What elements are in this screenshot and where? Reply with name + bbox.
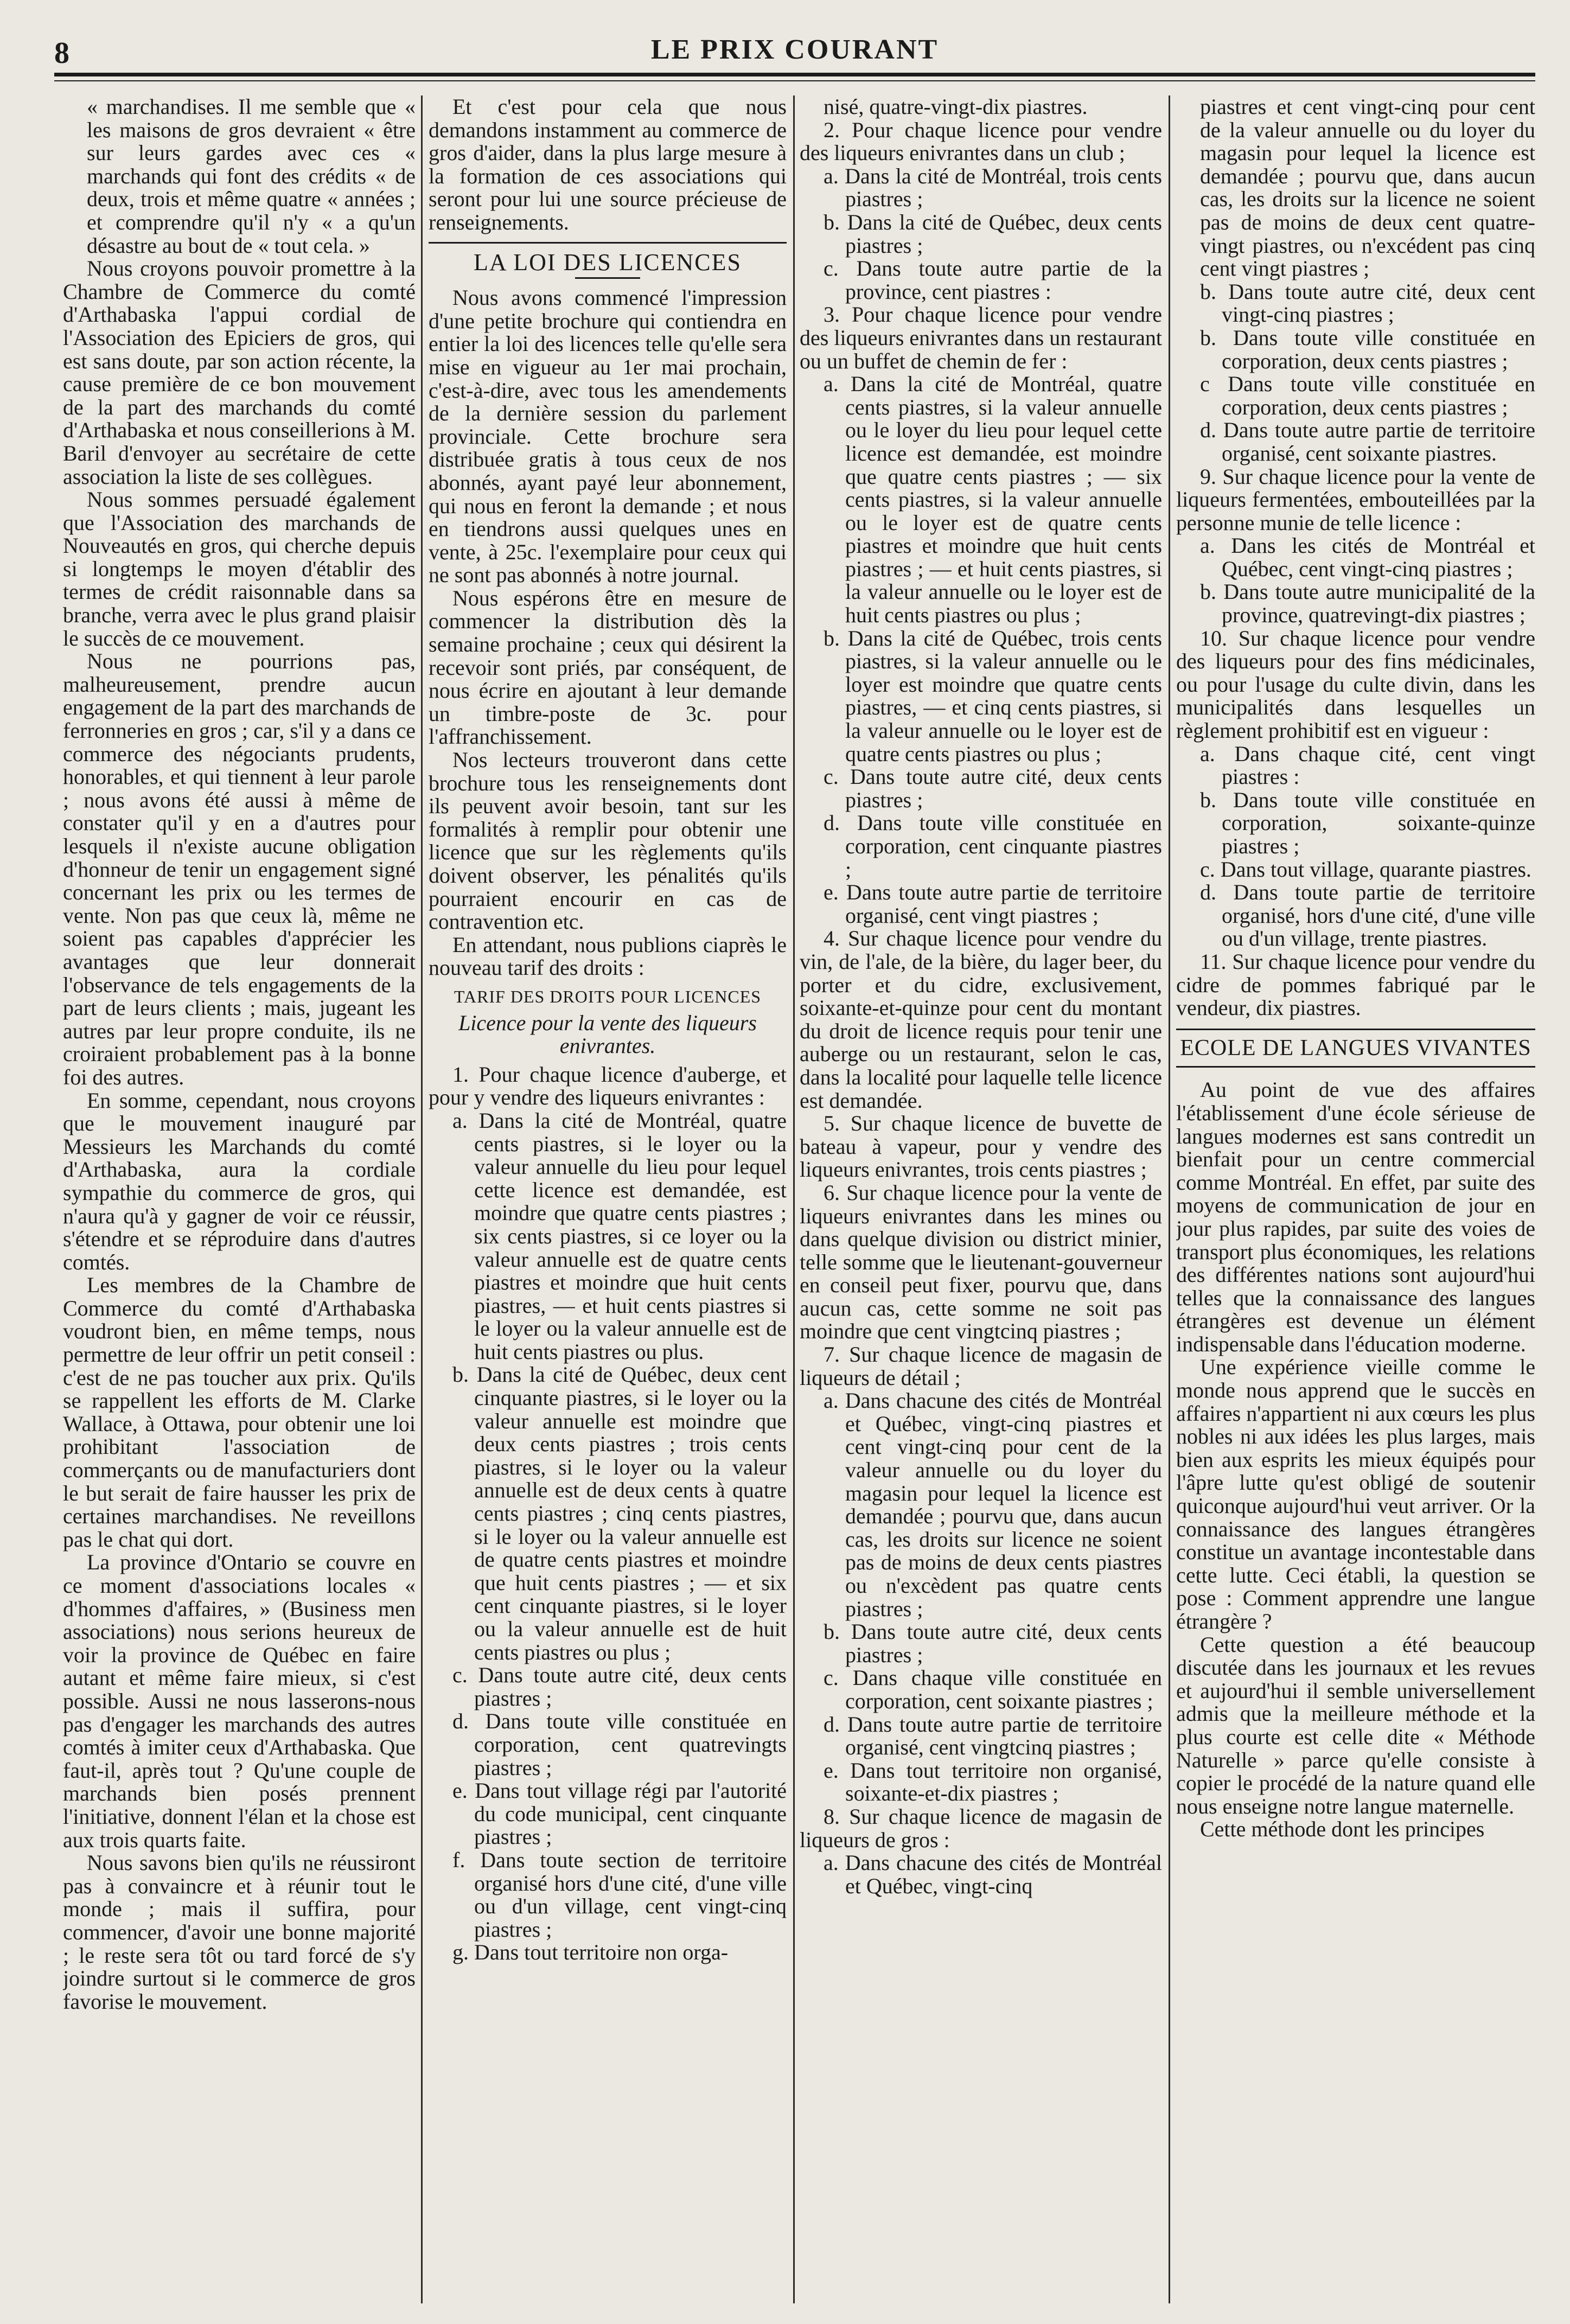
paragraph: b. Dans toute ville constituée en corporation, deux cents piastres ; xyxy=(1200,325,1535,373)
paragraph: 11. Sur chaque licence pour vendre du cidre de pommes fabriqué par le vendeur, dix piastres. xyxy=(1176,949,1535,1020)
page-number: 8 xyxy=(54,36,69,70)
paragraph: 2. Pour chaque licence pour vendre des liqueurs enivrantes dans un club ; xyxy=(800,117,1162,165)
column-rule xyxy=(1169,95,1170,2303)
paragraph: c. Dans toute autre partie de la province, cent piastres : xyxy=(824,256,1162,304)
header-rule-thick xyxy=(54,73,1535,76)
paragraph: 3. Pour chaque licence pour vendre des liqueurs enivrantes dans un restaurant ou un buffet de chemin de fer : xyxy=(800,302,1162,373)
paragraph: a. Dans la cité de Montréal, quatre cents piastres, si le loyer ou la valeur annuelle du lieu pour lequel cette licence est demandée, est moindre que quatre cents piastres ; six cents piastres, si ce loyer ou la valeur annuelle est de quatre cents piastres et moindre que huit cents piastres, — et huit cents piastres si le loyer ou la valeur annuelle est de huit cents piastres ou plus. xyxy=(452,1108,787,1364)
paragraph: a. Dans la cité de Montréal, trois cents piastres ; xyxy=(824,163,1162,212)
paragraph: Nous espérons être en mesure de commencer la distribution dès la semaine prochaine ; ceux qui désirent la recevoir sont priés, par conséquent, de nous écrire en ajoutant à leur demande un timbre-poste de 3c. pour l'affranchissement. xyxy=(429,585,787,749)
column-rule xyxy=(793,95,795,2303)
column-rule xyxy=(421,95,423,2303)
column-1 xyxy=(63,95,416,2303)
paragraph: Nous croyons pouvoir promettre à la Chambre de Commerce du comté d'Arthabaska l'appui cordial de l'Association des Epiciers de gros, qui est sans doute, par son action récente, la cause première de ce bon mouvement de la part des marchands du comté d'Arthabaska et nous conseillerions à M. Baril d'envoyer au secrétaire de cette association la liste de ses collègues. xyxy=(63,256,416,489)
paragraph: d. Dans toute ville constituée en corporation, cent quatrevingts piastres ; xyxy=(452,1709,787,1780)
header-rule-thin xyxy=(54,80,1535,81)
paragraph: 10. Sur chaque licence pour vendre des liqueurs pour des fins médicinales, ou pour l'usage du culte divin, dans les municipalités dans lesquelles un règlement prohibitif est en vigueur : xyxy=(1176,625,1535,743)
paragraph: Nous sommes persuadé également que l'Association des marchands de Nouveautés en gros, qui cherche depuis si longtemps le moyen d'établir des termes de crédit raisonnable dans sa branche, verra avec le plus grand plaisir le succès de ce mouvement. xyxy=(63,487,416,650)
article-heading: ECOLE DE LANGUES VIVANTES xyxy=(1176,1029,1535,1068)
paragraph: « marchandises. Il me semble que « les maisons de gros devraient « être sur leurs gardes avec ces « marchands qui font des crédits « de deux, trois et même quatre « années ; et comprendre qu'il n'y « a qu'un désastre au bout de « tout cela. » xyxy=(87,95,416,258)
column-3 xyxy=(800,95,1162,2303)
paragraph: b. Dans toute autre cité, deux cent vingt-cinq piastres ; xyxy=(1200,279,1535,327)
paragraph: Les membres de la Chambre de Commerce du comté d'Arthabaska voudront bien, en même temps, nous permettre de leur offrir un petit conseil : c'est de ne pas toucher aux prix. Qu'ils se rappellent les efforts de M. Clarke Wallace, à Ottawa, pour obtenir une loi prohibitant l'association de commerçants ou de manufacturiers dont le but serait de faire hausser les prix de certaines marchandises. Ne reveillons pas le chat qui dort. xyxy=(63,1273,416,1552)
paragraph: f. Dans toute section de territoire organisé hors d'une cité, d'une ville ou d'un village, cent vingt-cinq piastres ; xyxy=(452,1847,787,1942)
paragraph: 8. Sur chaque licence de magasin de liqueurs de gros : xyxy=(800,1804,1162,1852)
paragraph: a. Dans la cité de Montréal, quatre cents piastres, si la valeur annuelle ou le loyer du lieu pour lequel cette licence est demandée, est moindre que quatre cents piastres ; — six cents piastres, si la valeur annuelle ou le loyer est de quatre cents piastres et moindre que huit cents piastres ; — et huit cents piastres, si la valeur annuelle ou le loyer est de huit cents piastres ou plus ; xyxy=(824,372,1162,628)
paragraph: b. Dans toute autre municipalité de la province, quatrevingt-dix piastres ; xyxy=(1200,579,1535,628)
column-4 xyxy=(1176,95,1535,2303)
paragraph: c. Dans tout village, quarante piastres. xyxy=(1200,857,1531,882)
paragraph: d. Dans toute ville constituée en corporation, cent cinquante piastres ; xyxy=(824,810,1162,882)
paragraph: c Dans toute ville constituée en corporation, deux cents piastres ; xyxy=(1200,372,1535,419)
paragraph: b. Dans toute autre cité, deux cents piastres ; xyxy=(824,1619,1162,1667)
paragraph: c. Dans chaque ville constituée en corporation, cent soixante piastres ; xyxy=(824,1665,1162,1713)
paragraph: 6. Sur chaque licence pour la vente de liqueurs enivrantes dans les mines ou dans quelque division ou district minier, telle somme que le lieutenant-gouverneur en conseil peut fixer, pourvu que, dans aucun cas, cette somme ne soit pas moindre que cent vingtcinq piastres ; xyxy=(800,1180,1162,1344)
paragraph: Et c'est pour cela que nous demandons instamment au commerce de gros d'aider, dans la plus large mesure à la formation de ces associations qui seront pour lui une source précieuse de renseignements. xyxy=(429,95,787,234)
paragraph: a. Dans chacune des cités de Montréal et Québec, vingt-cinq piastres et cent vingt-cinq pour cent de la valeur annuelle ou du loyer du magasin pour lequel la licence est demandée ; pourvu que, dans aucun cas, les droits sur licence ne soient pas de moins de deux cents piastres ou n'excèdent pas quatre cents piastres ; xyxy=(824,1388,1162,1621)
paragraph: 4. Sur chaque licence pour vendre du vin, de l'ale, de la bière, du lager beer, du porter et du cidre, exclusivement, soixante-et-quinze pour cent du montant du droit de licence requis pour tenir une auberge ou un restaurant, selon le cas, dans la localité pour laquelle telle licence est demandée. xyxy=(800,926,1162,1113)
paragraph: Nous avons commencé l'impression d'une petite brochure qui contiendra en entier la loi des licences telle qu'elle sera mise en vigueur au 1er mai prochain, c'est-à-dire, avec tous les amendements de la dernière session du parlement provinciale. Cette brochure sera distribuée gratis à tous ceux de nos abonnés, ayant payé leur abonnement, qui nous en feront la demande ; et nous en tiendrons aussi quelques unes en vente, à 25c. l'exemplaire pour ceux qui ne sont pas abonnés à notre journal. xyxy=(429,285,787,588)
paragraph: 1. Pour chaque licence d'auberge, et pour y vendre des liqueurs enivrantes : xyxy=(429,1062,787,1110)
paragraph: Nous savons bien qu'ils ne réussiront pas à convaincre et à réunir tout le monde ; mais il suffira, pour commencer, d'avoir une bonne majorité ; le reste sera tôt ou tard forcé de s'y joindre surtout si le commerce de gros favorise le mouvement. xyxy=(63,1850,416,2014)
paragraph: d. Dans toute partie de territoire organisé, hors d'une cité, d'une ville ou d'un village, trente piastres. xyxy=(1200,880,1535,951)
page-header xyxy=(54,33,1535,71)
paragraph: 5. Sur chaque licence de buvette de bateau à vapeur, pour y vendre des liqueurs enivrantes, trois cents piastres ; xyxy=(800,1111,1162,1182)
column-2 xyxy=(429,95,787,2303)
paragraph: La province d'Ontario se couvre en ce moment d'associations locales « d'hommes d'affaires, » (Business men associations) nous serions heureux de voir la province de Québec en faire autant et même faire mieux, si c'est possible. Aussi ne nous lasserons-nous pas d'engager les marchands des autres comtés à imiter ceux d'Arthabaska. Que faut-il, après tout ? Qu'une couple de marchands bien posés prennent l'initiative, donnent l'élan et la chose est aux trois quarts faite. xyxy=(63,1550,416,1852)
paragraph: e. Dans tout village régi par l'autorité du code municipal, cent cinquante piastres ; xyxy=(452,1778,787,1849)
paragraph: Une expérience vieille comme le monde nous apprend que le succès en affaires n'appartient ni aux cœurs les plus nobles ni aux idées les plus larges, mais bien aux esprits les mieux équipés pour l'âpre lutte qu'est obligé de soutenir quiconque aujourd'hui veut arriver. Or la connaissance des langues étrangères constitue un avantage incontestable dans cette lutte. Ceci établi, la question se pose : Comment apprendre une langue étrangère ? xyxy=(1176,1355,1535,1633)
paragraph: b. Dans la cité de Québec, deux cents piastres ; xyxy=(824,209,1162,258)
paragraph: Au point de vue des affaires l'établissement d'une école sérieuse de langues modernes est sans contredit un bienfait pour un centre commercial comme Montréal. En effet, par suite des moyens de communication de jour en jour plus rapides, par suite des voies de transport plus économiques, les relations des différentes nations sont aujourd'hui telles que la connaissance des langues étrangères est devenue un élément indispensable dans l'éducation moderne. xyxy=(1176,1077,1535,1356)
paragraph: d. Dans toute autre partie de territoire organisé, cent vingtcinq piastres ; xyxy=(824,1712,1162,1760)
paragraph: 7. Sur chaque licence de magasin de liqueurs de détail ; xyxy=(800,1342,1162,1390)
paragraph: b. Dans la cité de Québec, deux cent cinquante piastres, si le loyer ou la valeur annuelle est moindre que deux cents piastres ; trois cents piastres, si le loyer ou la valeur annuelle est de deux cents à quatre cents piastres ; cinq cents piastres, si le loyer ou la valeur annuelle est de quatre cents piastres et moindre que huit cents piastres ; — et six cent cinquante piastres, si le loyer ou la valeur annuelle est de huit cents piastres ou plus ; xyxy=(452,1362,787,1664)
section-rule xyxy=(429,242,787,244)
paragraph: e. Dans tout territoire non organisé, soixante-et-dix piastres ; xyxy=(824,1758,1162,1806)
paragraph: a. Dans chaque cité, cent vingt piastres : xyxy=(1200,741,1535,789)
paragraph: g. Dans tout territoire non orga- xyxy=(452,1940,729,1965)
paragraph: piastres et cent vingt-cinq pour cent de la valeur annuelle ou du loyer du magasin pour lequel la licence est demandée ; pourvu que, dans aucun cas, les droits sur la licence ne soient pas de moins de deux cent quatre-vingt piastres, ou n'excédent pas cinq cent vingt piastres ; xyxy=(1200,95,1535,281)
paragraph: b. Dans toute ville constituée en corporation, soixante-quinze piastres ; xyxy=(1200,787,1535,858)
paragraph: e. Dans toute autre partie de territoire organisé, cent vingt piastres ; xyxy=(824,880,1162,928)
table-subheading: TARIF DES DROITS POUR LICENCES xyxy=(454,986,762,1006)
paragraph: c. Dans toute autre cité, deux cents piastres ; xyxy=(824,764,1162,812)
section-heading: LA LOI DES LICENCES xyxy=(474,248,742,276)
paragraph: a. Dans chacune des cités de Montréal et Québec, vingt-cinq xyxy=(824,1850,1162,1898)
paragraph: Cette question a été beaucoup discutée dans les journaux et les revues et aujourd'hui il semble universellement admis que la meilleure méthode et la plus courte est celle dite « Méthode Naturelle » parce qu'elle consiste à copier le procédé de la nature quand elle nous enseigne notre langue maternelle. xyxy=(1176,1632,1535,1818)
paragraph: En somme, cependant, nous croyons que le mouvement inauguré par Messieurs les Marchands du comté d'Arthabaska, aura la cordiale sympathie du commerce de gros, qui n'aura qu'à y gagner de voir ce réussir, s'étendre et se réproduire dans d'autres comtés. xyxy=(63,1088,416,1274)
paragraph: Nous ne pourrions pas, malheureusement, prendre aucun engagement de la part des marchands de ferronneries en gros ; car, s'il y a dans ce commerce des négociants prudents, honorables, et qui tiennent à leur parole ; nous avons été aussi à même de constater qu'il y en a d'autres pour lesquels il n'existe aucune obligation d'honneur de tenir un engagement signé concernant les prix ou les termes de vente. Non pas que ceux là, même ne soient pas capables d'apprécier les avantages que leur donnerait l'observance de tels engagements de la part de leurs clients ; mais, jugeant les autres par leur propre conduite, ils ne croiraient probablement pas à la bonne foi des autres. xyxy=(63,649,416,1089)
heading-underline xyxy=(575,277,640,279)
paragraph: Cette méthode dont les principes xyxy=(1200,1817,1485,1842)
italic-subheading: Licence pour la vente des liqueurs enivrantes. xyxy=(458,1010,757,1058)
paragraph: a. Dans les cités de Montréal et Québec, cent vingt-cinq piastres ; xyxy=(1200,533,1535,581)
paragraph: b. Dans la cité de Québec, trois cents piastres, si la valeur annuelle ou le loyer est moindre que quatre cents piastres, — et cinq cents piastres, si la valeur annuelle ou le loyer est de quatre cents piastres ou plus ; xyxy=(824,625,1162,766)
paragraph: d. Dans toute autre partie de territoire organisé, cent soixante piastres. xyxy=(1200,418,1535,465)
masthead-title: LE PRIX COURANT xyxy=(650,34,939,65)
paragraph: En attendant, nous publions ciaprès le nouveau tarif des droits : xyxy=(429,932,787,980)
paragraph: nisé, quatre-vingt-dix piastres. xyxy=(824,95,1088,119)
paragraph: Nos lecteurs trouveront dans cette brochure tous les renseignements dont ils peuvent avoir besoin, tant sur les formalités à remplir pour obtenir une licence que sur les règlements qu'ils doivent observer, les pénalités qu'ils pourraient encourir en cas de contravention etc. xyxy=(429,748,787,934)
paragraph: c. Dans toute autre cité, deux cents piastres ; xyxy=(452,1663,787,1710)
paragraph: 9. Sur chaque licence pour la vente de liqueurs fermentées, embouteillées par la personne munie de telle licence : xyxy=(1176,464,1535,535)
